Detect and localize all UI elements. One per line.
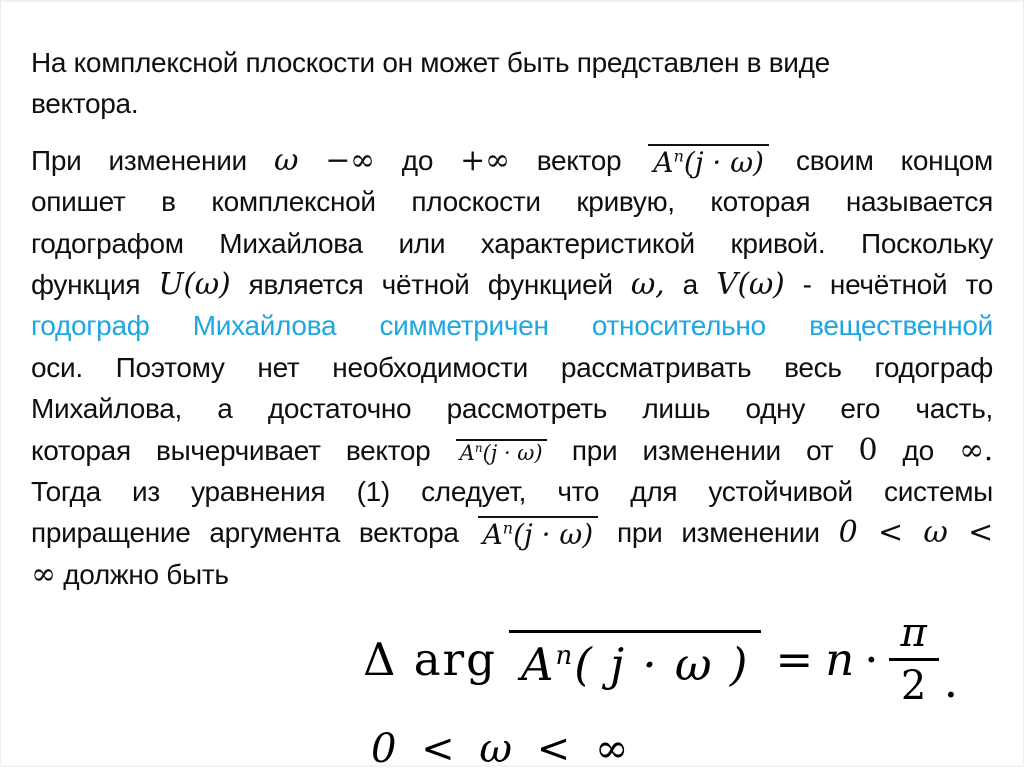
text-segment: При изменении (31, 144, 247, 176)
paragraph2-line1 (31, 140, 993, 181)
vector-formula-inline (478, 516, 599, 552)
text-segment: при изменении (617, 517, 820, 549)
paragraph2-line2: опишет в комплексной плоскости кривую, которая называется (31, 186, 993, 218)
fraction-denominator-2: 2 (900, 663, 927, 710)
text-segment: функция (31, 268, 141, 300)
math-u-omega: U(ω) (158, 266, 231, 302)
vector-exponent: n (474, 440, 483, 455)
text-segment: является чётной функцией (248, 268, 613, 300)
formula-vector-overlined (509, 630, 762, 690)
formula-delta-arg: Δ arg (363, 633, 497, 687)
vector-formula-inline (648, 144, 769, 177)
formula-fraction (889, 611, 939, 708)
paragraph2-line4 (31, 264, 993, 305)
vector-base: A (459, 440, 475, 465)
paragraph1-line1: На комплексной плоскости он может быть представлен в виде (31, 47, 830, 78)
paragraph2-line6: оси. Поэтому нет необходимости рассматривать весь годограф (31, 351, 993, 383)
vector-exponent: n (555, 640, 575, 671)
text-segment: а (682, 268, 698, 300)
vector-formula-inline-small (456, 439, 547, 464)
math-infinity: ∞. (959, 432, 993, 468)
text-segment: вектор (536, 144, 622, 176)
text-segment: приращение аргумента вектора (31, 517, 459, 549)
paragraph2-line9: Тогда из уравнения (1) следует, что для устойчивой системы (31, 475, 993, 507)
vector-base: A (482, 518, 503, 552)
vector-exponent: n (673, 146, 684, 166)
vector-argument: ( j · ω ) (574, 637, 750, 691)
paragraph2-line3: годографом Михайлова или характеристикой кривой. Поскольку (31, 227, 993, 259)
vector-exponent: n (502, 518, 514, 538)
text-segment: своим концом (796, 144, 993, 176)
text-segment: которая вычерчивает вектор (31, 434, 431, 466)
text-segment: до (902, 434, 934, 466)
math-omega-range: 0 < ω < (838, 515, 993, 551)
vector-base: A (653, 145, 674, 179)
formula-coefficient-n: n (825, 633, 855, 687)
math-omega: ω (273, 142, 299, 178)
math-omega: ω, (630, 266, 665, 302)
fraction-numerator-pi: π (889, 611, 939, 661)
text-segment: до (401, 144, 434, 176)
vector-argument: (j · ω) (683, 145, 764, 179)
paragraph2-line10 (31, 512, 993, 553)
equals-sign: = (775, 633, 814, 687)
vector-base: A (520, 637, 556, 691)
paragraph1-line2: вектора. (31, 88, 139, 120)
vector-argument: (j · ω) (513, 518, 594, 552)
math-plus-infinity: +∞ (460, 142, 510, 178)
paragraph2-line8 (31, 430, 993, 471)
math-infinity: ∞ (31, 556, 56, 592)
vector-argument: (j · ω) (482, 440, 543, 465)
display-formula-block (363, 611, 958, 772)
math-v-omega: V(ω) (716, 266, 785, 302)
text-segment: должно быть (63, 558, 229, 590)
math-zero: 0 (858, 432, 878, 468)
highlighted-line: годограф Михайлова симметричен относительно вещественной (31, 310, 993, 342)
math-minus-infinity: −∞ (325, 142, 375, 178)
paragraph2-line11 (31, 554, 993, 595)
text-segment: при изменении от (571, 434, 834, 466)
display-formula (363, 611, 958, 708)
text-segment: - нечётной то (802, 268, 993, 300)
formula-omega-range: 0 < ω < ∞ (371, 726, 630, 772)
multiplication-dot: · (864, 633, 879, 687)
formula-period: . (943, 655, 959, 709)
paragraph2-line7: Михайлова, а достаточно рассмотреть лишь одну его часть, (31, 393, 993, 425)
